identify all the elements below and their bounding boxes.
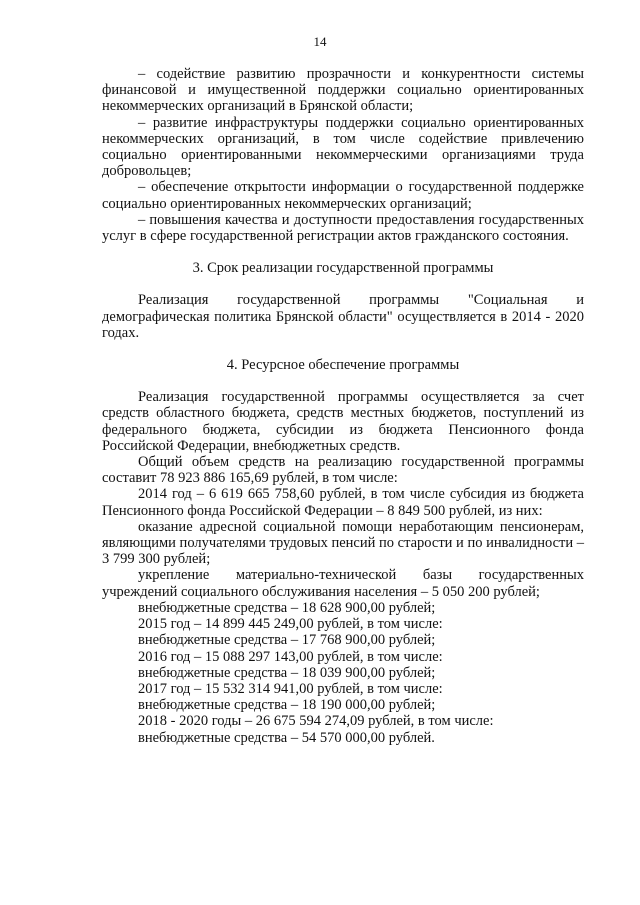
page-body <box>102 66 584 746</box>
section-4-paragraph: оказание адресной социальной помощи неработающим пенсионерам, являющими получателями трудовых пенсий по старости и по инвалидности – 3 799 300 рублей; <box>102 518 584 568</box>
funding-line: внебюджетные средства – 18 628 900,00 рублей; <box>138 599 436 616</box>
funding-line: 2015 год – 14 899 445 249,00 рублей, в том числе: <box>138 616 443 633</box>
section-3-text: Реализация государственной программы "Социальная и демографическая политика Брянской области" осуществляется в 2014 - 2020 годах. <box>102 292 584 341</box>
funding-line: внебюджетные средства – 18 190 000,00 рублей; <box>138 697 436 714</box>
funding-line: 2016 год – 15 088 297 143,00 рублей, в том числе: <box>138 648 443 665</box>
section-4-paragraph: 2014 год – 6 619 665 758,60 рублей, в том числе субсидия из бюджета Пенсионного фонда Российской Федерации – 8 849 500 рублей, из них: <box>102 486 584 519</box>
funding-line: 2018 - 2020 годы – 26 675 594 274,09 рублей, в том числе: <box>138 713 494 730</box>
section-4-paragraph: укрепление материально-технической базы государственных учреждений социального обслуживания населения – 5 050 200 рублей; <box>102 567 584 600</box>
funding-line: внебюджетные средства – 54 570 000,00 рублей. <box>138 729 435 746</box>
section-3-heading: 3. Срок реализации государственной программы <box>192 260 494 277</box>
bullet-item: – развитие инфраструктуры поддержки социально ориентированных некоммерческих организаций, в том числе содействие привлечению социально ориентированными некоммерческими организациями труда добровольцев; <box>102 114 584 180</box>
section-4-heading: 4. Ресурсное обеспечение программы <box>226 357 460 374</box>
funding-line: 2017 год – 15 532 314 941,00 рублей, в том числе: <box>138 680 443 697</box>
bullet-item: – содействие развитию прозрачности и конкурентности системы финансовой и имущественной поддержки социально ориентированных некоммерческих организаций в Брянской области; <box>102 66 584 115</box>
section-4-paragraph: Общий объем средств на реализацию государственной программы составит 78 923 886 165,69 рублей, в том числе: <box>102 454 584 487</box>
page-number: 14 <box>313 34 327 49</box>
bullet-item: – обеспечение открытости информации о государственной поддержке социально ориентированных некоммерческих организаций; <box>102 179 584 212</box>
bullet-item: – повышения качества и доступности предоставления государственных услуг в сфере государственной регистрации актов гражданского состояния. <box>102 211 584 245</box>
funding-line: внебюджетные средства – 17 768 900,00 рублей; <box>138 632 436 649</box>
section-4-paragraph: Реализация государственной программы осуществляется за счет средств областного бюджета, средств местных бюджетов, поступлений из федерального бюджета, субсидии из бюджета Пенсионного фонда Российской Федерации, внебюджетных средств. <box>102 389 584 454</box>
funding-line: внебюджетные средства – 18 039 900,00 рублей; <box>138 664 436 681</box>
